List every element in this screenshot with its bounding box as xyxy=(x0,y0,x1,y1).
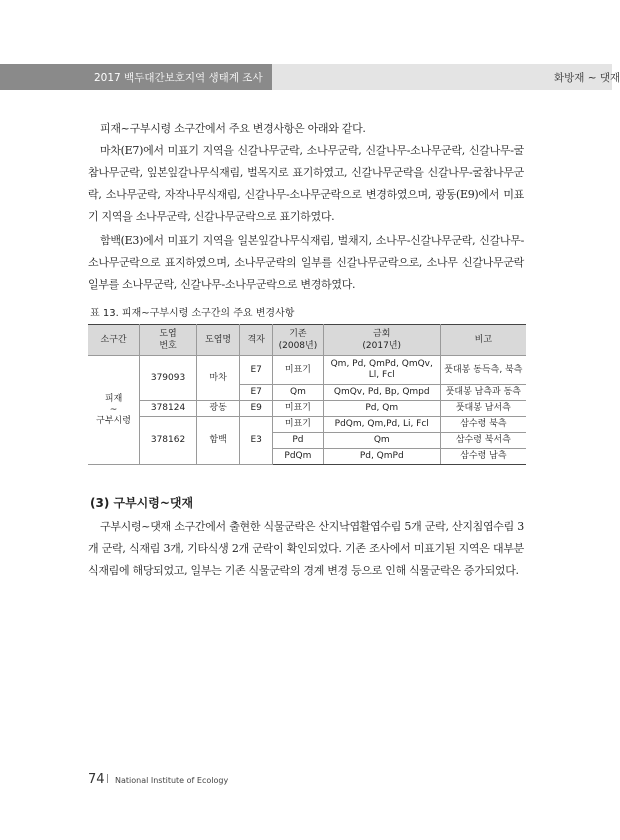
table-row xyxy=(88,401,526,417)
cell-grid: E3 xyxy=(240,417,273,465)
cell-note: 삼수령 남측 xyxy=(440,449,526,465)
table-header-row xyxy=(88,325,526,356)
header-report-title: 2017 백두대간보호지역 생태계 조사 xyxy=(94,72,263,84)
page-header xyxy=(0,64,620,90)
cell-map-name: 광동 xyxy=(196,401,239,417)
col-grid: 격자 xyxy=(240,325,273,356)
cell-note: 풋대봉 남서측 xyxy=(440,401,526,417)
cell-note: 삼수령 북서측 xyxy=(440,433,526,449)
cell-before: Qm xyxy=(273,385,324,401)
table-row xyxy=(88,356,526,385)
header-section-title: 화방재 ~ 댓재 xyxy=(554,72,620,84)
cell-grid: E9 xyxy=(240,401,273,417)
cell-after: Pd, Qm xyxy=(323,401,440,417)
cell-subsection: 피재 ~ 구부시령 xyxy=(88,356,140,465)
intro-text xyxy=(88,118,524,140)
section-text xyxy=(88,516,524,582)
cell-before: 미표기 xyxy=(273,417,324,433)
cell-map-name: 함백 xyxy=(196,417,239,465)
table-row xyxy=(88,417,526,433)
paragraph-1: 피재~구부시령 소구간에서 주요 변경사항은 아래와 같다. xyxy=(100,122,366,135)
cell-before: PdQm xyxy=(273,449,324,465)
cell-after: Qm xyxy=(323,433,440,449)
col-note: 비고 xyxy=(440,325,526,356)
cell-note: 삼수령 북측 xyxy=(440,417,526,433)
col-subsection: 소구간 xyxy=(88,325,140,356)
cell-after: PdQm, Qm,Pd, Li, Fcl xyxy=(323,417,440,433)
section-paragraph: 구부시령~댓재 소구간에서 출현한 식물군락은 산지낙엽활엽수림 5개 군락, 산지침엽수림 3개 군락, 식재림 3개, 기타식생 2개 군락이 확인되었다. 기존 조사에서 미표기된 지역은 대부분 식재림에 해당되었고, 일부는 기존 식물군락의 경계 변경 등으로 인해 식물군락은 증가되었다. xyxy=(88,520,524,577)
paragraph-2: 마차(E7)에서 미표기 지역을 신갈나무군락, 소나무군락, 신갈나무-소나무군락, 신갈나무-굴참나무군락, 잎본잎갈나무식재림, 벌목지로 표기하였고, 신갈나무군락을 신갈나무-굴참나무군락, 소나무군락, 자작나무식재림, 신갈나무-소나무군락으로 변경하였으며, 광동(E9)에서 미표기 지역을 소나무군락, 신갈나무군락으로 표기하였다. xyxy=(88,144,524,223)
col-map-no: 도엽 번호 xyxy=(140,325,197,356)
cell-note: 풋대봉 동득측, 북측 xyxy=(440,356,526,385)
cell-map-no: 378162 xyxy=(140,417,197,465)
section-heading: (3) 구부시령~댓재 xyxy=(90,496,194,510)
col-map-name: 도엽명 xyxy=(196,325,239,356)
cell-note: 풋대봉 남측과 동측 xyxy=(440,385,526,401)
footer-separator: | xyxy=(106,774,110,784)
cell-grid: E7 xyxy=(240,356,273,385)
body-text-block-1 xyxy=(88,140,524,228)
cell-map-no: 379093 xyxy=(140,356,197,401)
table-caption: 표 13. 피재~구부시령 소구간의 주요 변경사항 xyxy=(90,308,295,319)
cell-before: 미표기 xyxy=(273,401,324,417)
paragraph-3: 함백(E3)에서 미표기 지역을 일본잎갈나무식재림, 벌채지, 소나무-신갈나무군락, 신갈나무-소나무군락으로 표지하였으며, 소나무군락의 일부를 신갈나무군락으로, 소나무 신갈나무군락 일부를 소나무군락, 신갈나무-소나무군락으로 변경하였다. xyxy=(88,234,524,291)
cell-map-name: 마차 xyxy=(196,356,239,401)
header-light-band xyxy=(272,64,620,90)
body-text-block-2 xyxy=(88,230,524,296)
cell-after: Pd, QmPd xyxy=(323,449,440,465)
page-number: 74 xyxy=(88,772,105,787)
cell-grid: E7 xyxy=(240,385,273,401)
col-before: 기존 (2008년) xyxy=(273,325,324,356)
cell-after: QmQv, Pd, Bp, Qmpd xyxy=(323,385,440,401)
col-after: 금회 (2017년) xyxy=(323,325,440,356)
header-dark-band xyxy=(0,64,272,90)
cell-after: Qm, Pd, QmPd, QmQv, Ll, Fcl xyxy=(323,356,440,385)
cell-map-no: 378124 xyxy=(140,401,197,417)
footer-organization: National Institute of Ecology xyxy=(115,776,229,785)
change-table xyxy=(88,324,526,465)
cell-before: 미표기 xyxy=(273,356,324,385)
cell-before: Pd xyxy=(273,433,324,449)
